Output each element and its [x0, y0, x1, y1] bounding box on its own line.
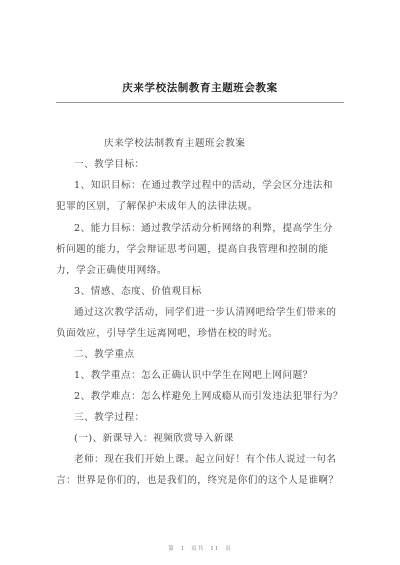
paragraph-line: (一)、新课导入：视频欣赏导入新课 — [74, 433, 234, 444]
heading-subtitle: 庆来学校法制教育主题班会教案 — [104, 138, 246, 149]
section-heading-process: 三、教学过程： — [74, 412, 145, 423]
footer-suffix: 页 — [225, 546, 232, 552]
document-title: 庆来学校法制教育主题班会教案 — [122, 82, 278, 94]
footer-middle: 页共 — [191, 546, 205, 552]
paragraph-line: 析问题的能力，学会辩证思考问题，提高自我管理和控制的能 — [56, 244, 329, 255]
paragraph-line: 言：世界是你们的，也是我们的，终究是你们的这个人是谁啊？ — [56, 475, 339, 486]
paragraph-line: 犯罪的区别，了解保护未成年人的法律法规。 — [56, 201, 258, 212]
paragraph-line: 3、情感、态度、价值观目标 — [74, 286, 202, 297]
paragraph-line: 1、教学重点：怎么正确认识中学生在网吧上网问题？ — [74, 370, 313, 381]
paragraph-line: 2、教学难点：怎么样避免上网成瘾从而引发违法犯罪行为？ — [74, 391, 344, 402]
paragraph-line: 老师：现在我们开始上课。起立问好！有个伟人说过一句名 — [74, 454, 337, 465]
footer-total-pages: 11 — [210, 546, 220, 552]
section-heading-focus: 二、教学重点 — [74, 349, 135, 360]
footer-page-number: 1 — [180, 546, 186, 552]
paragraph-line: 2、能力目标：通过教学活动分析网络的利弊，提高学生分 — [74, 223, 333, 234]
page-footer — [0, 544, 400, 552]
paragraph-line: 通过这次教学活动，同学们进一步认清网吧给学生们带来的 — [74, 307, 337, 318]
title-divider — [56, 102, 344, 103]
paragraph-line: 负面效应，引导学生远离网吧，珍惜在校的时光。 — [56, 328, 279, 339]
section-heading-objectives: 一、教学目标： — [74, 159, 145, 170]
footer-prefix: 第 — [168, 546, 175, 552]
paragraph-line: 1、知识目标：在通过教学过程中的活动，学会区分违法和 — [74, 180, 333, 191]
paragraph-line: 力，学会正确使用网络。 — [56, 265, 168, 276]
